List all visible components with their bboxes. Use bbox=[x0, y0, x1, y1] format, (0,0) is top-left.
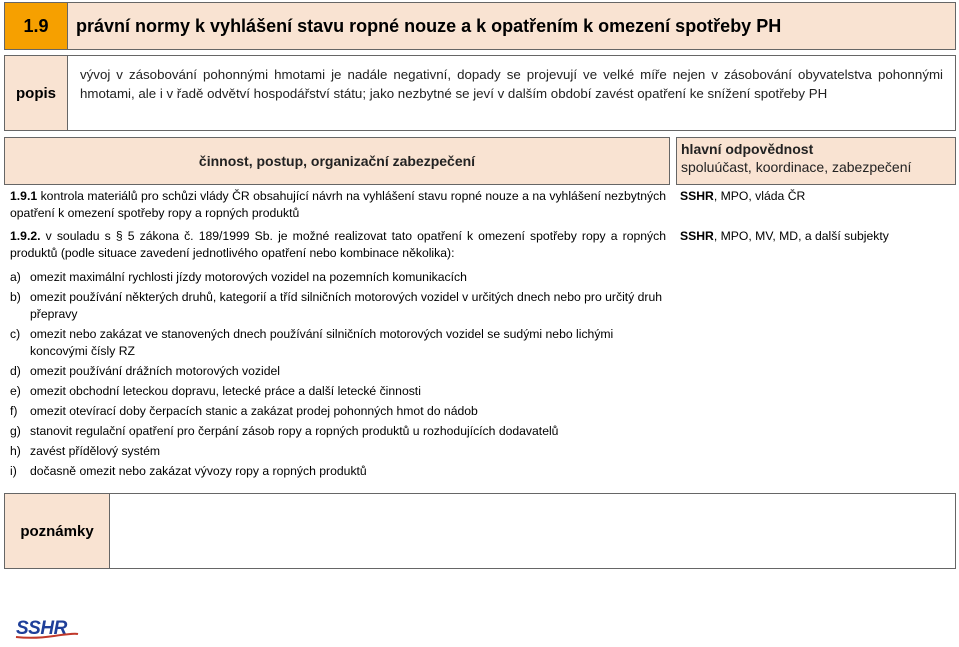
responsibility-2 bbox=[680, 229, 889, 243]
popis-text: vývoj v zásobování pohonnými hmotami je nadále negativní, dopady se projevují ve velké míře nejen v zásobování obyvatelstva pohonnými hmotami, ale i v řadě odvětví hospodářství státu; jako nezbytné se jeví v dalším období zavést opatření ke snížení spotřeby PH bbox=[68, 55, 956, 131]
responsibility-header bbox=[676, 137, 956, 185]
list-item bbox=[10, 363, 666, 380]
responsibility-subtitle: spoluúčast, koordinace, zabezpečení bbox=[681, 159, 912, 175]
responsibility-2-lead: SSHR bbox=[680, 229, 714, 243]
section-title: právní normy k vyhlášení stavu ropné nouze a k opatřením k omezení spotřeby PH bbox=[68, 2, 956, 50]
list-letter: d) bbox=[10, 364, 21, 378]
list-text: omezit používání některých druhů, kategorií a tříd silničních motorových vozidel v určitých dnech nebo pro určitý druh přepravy bbox=[30, 290, 663, 321]
item-2 bbox=[10, 228, 666, 262]
list-text: omezit nebo zakázat ve stanovených dnech používání silničních motorových vozidel se sudými nebo lichými koncovými čísly RZ bbox=[30, 327, 614, 358]
list-item bbox=[10, 326, 666, 360]
list-text: omezit otevírací doby čerpacích stanic a zakázat prodej pohonných hmot do nádob bbox=[30, 404, 478, 418]
list-letter: f) bbox=[10, 404, 18, 418]
list-item bbox=[10, 403, 666, 420]
popis-label: popis bbox=[4, 55, 68, 131]
list-letter: b) bbox=[10, 290, 21, 304]
list-text: omezit maximální rychlosti jízdy motorových vozidel na pozemních komunikacích bbox=[30, 270, 467, 284]
list-letter: c) bbox=[10, 327, 21, 341]
activity-content bbox=[10, 188, 666, 480]
sshr-logo-icon bbox=[14, 615, 80, 641]
responsibility-1 bbox=[680, 189, 805, 203]
responsibility-1-lead: SSHR bbox=[680, 189, 714, 203]
list-item bbox=[10, 269, 666, 286]
notes-area bbox=[110, 493, 956, 569]
list-item bbox=[10, 463, 666, 480]
activity-header: činnost, postup, organizační zabezpečení bbox=[4, 137, 670, 185]
list-letter: h) bbox=[10, 444, 21, 458]
list-item bbox=[10, 423, 666, 440]
item-2-number: 1.9.2. bbox=[10, 229, 41, 243]
item-2-law-ref: v souladu s § 5 zákona č. 189/1999 Sb. bbox=[40, 229, 273, 243]
list-text: zavést přídělový systém bbox=[30, 444, 161, 458]
list-text: omezit používání drážních motorových vozidel bbox=[30, 364, 280, 378]
item-1-text: kontrola materiálů pro schůzi vlády ČR obsahující návrh na vyhlášení stavu ropné nouze a na vyhlášení nezbytných opatření k omezení spotřeby ropy a ropných produktů bbox=[10, 189, 666, 220]
notes-label: poznámky bbox=[4, 493, 110, 569]
list-item bbox=[10, 289, 666, 323]
list-text: dočasně omezit nebo zakázat vývozy ropy a ropných produktů bbox=[30, 464, 367, 478]
sshr-logo bbox=[14, 615, 80, 641]
list-item bbox=[10, 443, 666, 460]
sshr-logo-text: SSHR bbox=[16, 618, 67, 639]
list-text: stanovit regulační opatření pro čerpání zásob ropy a ropných produktů u rozhodujících dodavatelů bbox=[30, 424, 559, 438]
list-item bbox=[10, 383, 666, 400]
item-1-number: 1.9.1 bbox=[10, 189, 38, 203]
section-number: 1.9 bbox=[4, 2, 68, 50]
responsibility-title: hlavní odpovědnost bbox=[681, 141, 814, 157]
list-letter: e) bbox=[10, 384, 21, 398]
responsibility-1-others: , MPO, vláda ČR bbox=[713, 189, 806, 203]
responsibility-2-others: , MPO, MV, MD, a další subjekty bbox=[713, 229, 889, 243]
list-text: omezit obchodní leteckou dopravu, letecké práce a další letecké činnosti bbox=[30, 384, 421, 398]
measures-list bbox=[10, 269, 666, 480]
item-1 bbox=[10, 188, 666, 222]
list-letter: g) bbox=[10, 424, 21, 438]
list-letter: i) bbox=[10, 464, 17, 478]
item-2-text: je možné realizovat tato opatření k omezení spotřeby ropy a ropných produktů (podle situace zavedení jednotlivého opatření nebo kombinace několika): bbox=[10, 229, 666, 260]
list-letter: a) bbox=[10, 270, 21, 284]
